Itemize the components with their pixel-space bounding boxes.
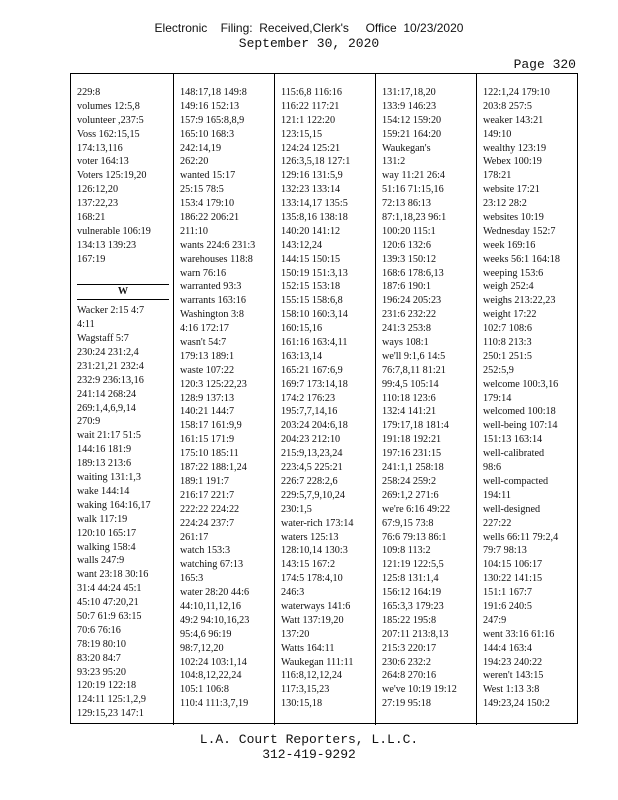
- index-line: [77, 267, 173, 281]
- index-line: well-designed: [483, 503, 541, 515]
- index-line: 269:1,4,6,9,14: [77, 402, 136, 414]
- index-line: weighs 213:22,23: [483, 295, 556, 307]
- index-line: wanted 15:17: [180, 170, 236, 182]
- index-line: 156:12 164:19: [382, 587, 442, 599]
- index-line: 163:13,14: [281, 350, 323, 362]
- index-line: well-calibrated: [483, 448, 545, 460]
- index-line: 76:7,8,11 81:21: [382, 364, 446, 376]
- index-line: 104:15 106:17: [483, 559, 543, 571]
- index-line: 194:11: [483, 489, 511, 501]
- index-line: Voss 162:15,15: [77, 128, 140, 140]
- index-line: 230:1,5: [281, 503, 312, 515]
- index-line: wait 21:17 51:5: [77, 430, 141, 442]
- index-line: 194:23 240:22: [483, 656, 543, 668]
- index-line: 261:17: [180, 531, 209, 543]
- index-line: 116:8,12,12,24: [281, 670, 343, 682]
- index-line: 187:6 190:1: [382, 281, 431, 293]
- page-number: Page 320: [513, 57, 576, 72]
- index-line: 31:4 44:24 45:1: [77, 583, 142, 595]
- index-line: 175:10 185:11: [180, 448, 239, 460]
- index-line: 223:4,5 225:21: [281, 462, 343, 474]
- index-line: waiting 131:1,3: [77, 472, 141, 484]
- index-line: walking 158:4: [77, 541, 136, 553]
- index-line: 158:10 160:3,14: [281, 309, 348, 321]
- index-column-2: [173, 74, 269, 725]
- index-line: warranted 93:3: [180, 281, 242, 293]
- index-line: 165:3: [180, 573, 204, 585]
- index-line: 196:24 205:23: [382, 295, 442, 307]
- index-line: 151:1 167:7: [483, 587, 532, 599]
- index-line: 241:14 268:24: [77, 388, 137, 400]
- index-line: wells 66:11 79:2,4: [483, 531, 559, 543]
- index-line: 224:24 237:7: [180, 517, 235, 529]
- index-line: weight 17:22: [483, 309, 537, 321]
- index-line: 159:21 164:20: [382, 128, 442, 140]
- index-line: Washington 3:8: [180, 309, 244, 321]
- index-line: 133:9 146:23: [382, 100, 437, 112]
- reporter-name: L.A. Court Reporters, L.L.C.: [199, 732, 419, 747]
- index-line: 25:15 78:5: [180, 184, 224, 196]
- index-line: 264:8 270:16: [382, 670, 437, 682]
- index-line: 100:20 115:1: [382, 225, 436, 237]
- index-line: Voters 125:19,20: [77, 170, 147, 182]
- index-line: warehouses 118:8: [180, 253, 253, 265]
- index-line: 120:6 132:6: [382, 239, 431, 251]
- index-line: 270:9: [77, 416, 101, 428]
- index-line: Waukegan's: [382, 142, 431, 154]
- index-line: 174:5 178:4,10: [281, 573, 343, 585]
- index-line: 50:7 61:9 63:15: [77, 610, 142, 622]
- index-line: water 28:20 44:6: [180, 587, 250, 599]
- index-line: 44:10,11,12,16: [180, 600, 242, 612]
- index-line: well-compacted: [483, 475, 549, 487]
- section-letter: W: [77, 284, 169, 300]
- index-line: 87:1,18,23 96:1: [382, 212, 447, 224]
- index-line: watching 67:13: [180, 559, 244, 571]
- index-line: 130:22 141:15: [483, 573, 543, 585]
- index-line: 83:20 84:7: [77, 652, 121, 664]
- index-line: 98:7,12,20: [180, 642, 224, 654]
- index-line: ways 108:1: [382, 337, 429, 349]
- index-line: 104:8,12,22,24: [180, 670, 242, 682]
- index-line: Watts 164:11: [281, 642, 335, 654]
- index-line: 120:3 125:22,23: [180, 378, 247, 390]
- index-line: Watt 137:19,20: [281, 614, 344, 626]
- index-line: 131:2: [382, 156, 406, 168]
- index-line: 51:16 71:15,16: [382, 184, 444, 196]
- index-line: 186:22 206:21: [180, 212, 240, 224]
- index-line: 110:4 111:3,7,19: [180, 698, 249, 710]
- index-line: 133:14,17 135:5: [281, 198, 348, 210]
- index-line: West 1:13 3:8: [483, 684, 540, 696]
- index-line: 95:4,6 96:19: [180, 628, 232, 640]
- index-line: 262:20: [180, 156, 209, 168]
- index-line: 179:13 189:1: [180, 350, 235, 362]
- index-line: 165:10 168:3: [180, 128, 235, 140]
- index-line: weigh 252:4: [483, 281, 534, 293]
- index-line: 149:10: [483, 128, 512, 140]
- index-line: 195:7,7,14,16: [281, 406, 338, 418]
- index-line: weeping 153:6: [483, 267, 544, 279]
- index-line: voter 164:13: [77, 156, 129, 168]
- index-line: 158:17 161:9,9: [180, 420, 242, 432]
- index-line: 189:13 213:6: [77, 458, 132, 470]
- index-line: 229:5,7,9,10,24: [281, 489, 345, 501]
- index-line: 126:12,20: [77, 184, 119, 196]
- index-line: 222:22 224:22: [180, 503, 240, 515]
- index-line: websites 10:19: [483, 212, 544, 224]
- index-line: want 23:18 30:16: [77, 569, 149, 581]
- index-line: 167:19: [77, 253, 106, 265]
- index-column-1: [77, 86, 173, 721]
- index-line: 116:22 117:21: [281, 100, 340, 112]
- index-line: 102:7 108:6: [483, 323, 532, 335]
- index-line: 165:21 167:6,9: [281, 364, 343, 376]
- index-line: 179:17,18 181:4: [382, 420, 449, 432]
- index-line: 231:21,21 232:4: [77, 360, 144, 372]
- index-line: waking 164:16,17: [77, 499, 151, 511]
- index-line: 120:19 122:18: [77, 680, 137, 692]
- index-line: 149:16 152:13: [180, 100, 240, 112]
- index-line: warrants 163:16: [180, 295, 246, 307]
- index-line: 130:15,18: [281, 698, 323, 710]
- index-line: 207:11 213:8,13: [382, 628, 449, 640]
- index-line: 115:6,8 116:16: [281, 87, 342, 98]
- index-line: 187:22 188:1,24: [180, 462, 247, 474]
- index-line: walk 117:19: [77, 513, 128, 525]
- index-line: waterways 141:6: [281, 600, 351, 612]
- index-line: 144:16 181:9: [77, 444, 132, 456]
- index-line: 197:16 231:15: [382, 448, 442, 460]
- index-line: 247:9: [483, 614, 507, 626]
- index-line: 153:4 179:10: [180, 198, 235, 210]
- index-line: 246:3: [281, 587, 305, 599]
- index-frame: [70, 73, 578, 724]
- index-line: 174:2 176:23: [281, 392, 336, 404]
- index-line: 148:17,18 149:8: [180, 87, 247, 98]
- index-line: 128:10,14 130:3: [281, 545, 348, 557]
- index-line: 151:13 163:14: [483, 434, 543, 446]
- index-line: weeks 56:1 164:18: [483, 253, 560, 265]
- index-line: 129:16 131:5,9: [281, 170, 343, 182]
- index-line: 169:7 173:14,18: [281, 378, 348, 390]
- index-line: went 33:16 61:16: [483, 628, 555, 640]
- index-line: 27:19 95:18: [382, 698, 431, 710]
- index-line: 93:23 95:20: [77, 666, 126, 678]
- index-line: 105:1 106:8: [180, 684, 229, 696]
- index-line: 121:19 122:5,5: [382, 559, 444, 571]
- index-line: 204:23 212:10: [281, 434, 341, 446]
- index-line: 189:1 191:7: [180, 475, 229, 487]
- index-line: 178:21: [483, 170, 512, 182]
- index-line: 149:23,24 150:2: [483, 698, 550, 710]
- index-line: 131:17,18,20: [382, 87, 436, 98]
- index-line: 76:6 79:13 86:1: [382, 531, 447, 543]
- filing-header: Electronic Filing: Received,Clerk's Office 10/23/2020: [154, 21, 464, 35]
- index-line: 160:15,16: [281, 323, 323, 335]
- index-line: 137:20: [281, 628, 310, 640]
- index-line: 161:15 171:9: [180, 434, 235, 446]
- index-line: 121:1 122:20: [281, 114, 336, 126]
- index-line: 232:9 236:13,16: [77, 374, 144, 386]
- index-line: 143:12,24: [281, 239, 323, 251]
- index-line: waters 125:13: [281, 531, 339, 543]
- index-line: 134:13 139:23: [77, 239, 137, 251]
- index-line: 45:10 47:20,21: [77, 597, 139, 609]
- index-line: 229:8: [77, 87, 101, 98]
- index-line: 203:24 204:6,18: [281, 420, 348, 432]
- index-line: 231:6 232:22: [382, 309, 437, 321]
- index-line: 269:1,2 271:6: [382, 489, 439, 501]
- index-line: 185:22 195:8: [382, 614, 437, 626]
- index-line: 140:21 144:7: [180, 406, 235, 418]
- index-line: 165:3,3 179:23: [382, 600, 444, 612]
- index-line: 98:6: [483, 462, 502, 474]
- index-line: 139:3 150:12: [382, 253, 437, 265]
- index-line: 168:6 178:6,13: [382, 267, 444, 279]
- index-line: we're 6:16 49:22: [382, 503, 451, 515]
- index-column-4: [375, 74, 471, 725]
- index-column-3: [274, 74, 370, 725]
- index-line: 129:15,23 147:1: [77, 708, 144, 720]
- index-line: 132:4 141:21: [382, 406, 437, 418]
- index-line: 161:16 163:4,11: [281, 337, 348, 349]
- index-line: 230:6 232:2: [382, 656, 431, 668]
- index-line: 132:23 133:14: [281, 184, 341, 196]
- index-line: 124:11 125:1,2,9: [77, 694, 146, 706]
- index-line: 211:10: [180, 225, 208, 237]
- index-line: 191:18 192:21: [382, 434, 442, 446]
- index-line: 168:21: [77, 212, 106, 224]
- index-line: 227:22: [483, 517, 512, 529]
- index-line: 135:8,16 138:18: [281, 212, 348, 224]
- index-line: 125:8 131:1,4: [382, 573, 439, 585]
- index-line: 70:6 76:16: [77, 624, 121, 636]
- index-line: 230:24 231:2,4: [77, 347, 139, 359]
- index-line: volunteer ,237:5: [77, 114, 144, 126]
- index-line: 120:10 165:17: [77, 527, 137, 539]
- index-line: 144:15 150:15: [281, 253, 341, 265]
- index-line: warn 76:16: [180, 267, 227, 279]
- index-line: 241:3 253:8: [382, 323, 431, 335]
- index-line: website 17:21: [483, 184, 540, 196]
- index-line: 4:11: [77, 319, 95, 331]
- index-line: 67:9,15 73:8: [382, 517, 434, 529]
- index-column-5: [476, 74, 572, 725]
- index-line: wasn't 54:7: [180, 337, 227, 349]
- index-line: Wednesday 152:7: [483, 225, 556, 237]
- index-line: 137:22,23: [77, 198, 119, 210]
- index-line: 126:3,5,18 127:1: [281, 156, 351, 168]
- index-line: 216:17 221:7: [180, 489, 235, 501]
- index-line: week 169:16: [483, 239, 536, 251]
- index-line: welcomed 100:18: [483, 406, 556, 418]
- index-line: welcome 100:3,16: [483, 378, 559, 390]
- index-line: 79:7 98:13: [483, 545, 527, 557]
- index-line: 143:15 167:2: [281, 559, 336, 571]
- index-line: way 11:21 26:4: [382, 170, 446, 182]
- index-line: 110:8 213:3: [483, 337, 532, 349]
- index-line: 157:9 165:8,8,9: [180, 114, 245, 126]
- index-line: 215:3 220:17: [382, 642, 437, 654]
- index-line: 140:20 141:12: [281, 225, 341, 237]
- index-line: 99:4,5 105:14: [382, 378, 439, 390]
- index-line: 258:24 259:2: [382, 475, 437, 487]
- index-line: wealthy 123:19: [483, 142, 547, 154]
- index-line: 72:13 86:13: [382, 198, 431, 210]
- index-line: 215:9,13,23,24: [281, 448, 343, 460]
- filing-date: September 30, 2020: [238, 36, 380, 51]
- index-line: 191:6 240:5: [483, 600, 532, 612]
- index-line: 179:14: [483, 392, 512, 404]
- index-line: weaker 143:21: [483, 114, 544, 126]
- index-line: 128:9 137:13: [180, 392, 235, 404]
- index-line: Wacker 2:15 4:7: [77, 305, 145, 317]
- index-line: Waukegan 111:11: [281, 656, 354, 668]
- index-line: 109:8 113:2: [382, 545, 431, 557]
- index-line: 49:2 94:10,16,23: [180, 614, 250, 626]
- index-line: Wagstaff 5:7: [77, 333, 129, 345]
- index-line: 241:1,1 258:18: [382, 462, 444, 474]
- index-line: 78:19 80:10: [77, 638, 126, 650]
- index-line: well-being 107:14: [483, 420, 558, 432]
- index-line: waste 107:22: [180, 364, 235, 376]
- index-line: 250:1 251:5: [483, 350, 532, 362]
- index-line: 124:24 125:21: [281, 142, 341, 154]
- index-line: vulnerable 106:19: [77, 225, 151, 237]
- index-line: watch 153:3: [180, 545, 231, 557]
- index-line: 110:18 123:6: [382, 392, 436, 404]
- index-line: volumes 12:5,8: [77, 100, 140, 112]
- index-line: 252:5,9: [483, 364, 514, 376]
- index-line: 23:12 28:2: [483, 198, 527, 210]
- index-line: 226:7 228:2,6: [281, 475, 338, 487]
- index-line: 154:12 159:20: [382, 114, 442, 126]
- index-line: 144:4 163:4: [483, 642, 532, 654]
- index-line: 203:8 257:5: [483, 100, 532, 112]
- reporter-phone: 312-419-9292: [262, 747, 356, 762]
- index-line: we'll 9:1,6 14:5: [382, 350, 446, 362]
- index-line: walls 247:9: [77, 555, 125, 567]
- index-line: 174:13,116: [77, 142, 123, 154]
- index-line: 117:3,15,23: [281, 684, 330, 696]
- index-line: we've 10:19 19:12: [382, 684, 457, 696]
- index-line: water-rich 173:14: [281, 517, 354, 529]
- index-line: 242:14,19: [180, 142, 222, 154]
- index-line: wake 144:14: [77, 485, 130, 497]
- index-line: 123:15,15: [281, 128, 323, 140]
- index-line: weren't 143:15: [483, 670, 544, 682]
- index-line: Webex 100:19: [483, 156, 542, 168]
- index-line: 122:1,24 179:10: [483, 87, 550, 98]
- index-line: 150:19 151:3,13: [281, 267, 348, 279]
- index-line: 155:15 158:6,8: [281, 295, 343, 307]
- index-line: wants 224:6 231:3: [180, 239, 256, 251]
- index-line: 152:15 153:18: [281, 281, 341, 293]
- index-line: 102:24 103:1,14: [180, 656, 247, 668]
- index-line: 4:16 172:17: [180, 323, 229, 335]
